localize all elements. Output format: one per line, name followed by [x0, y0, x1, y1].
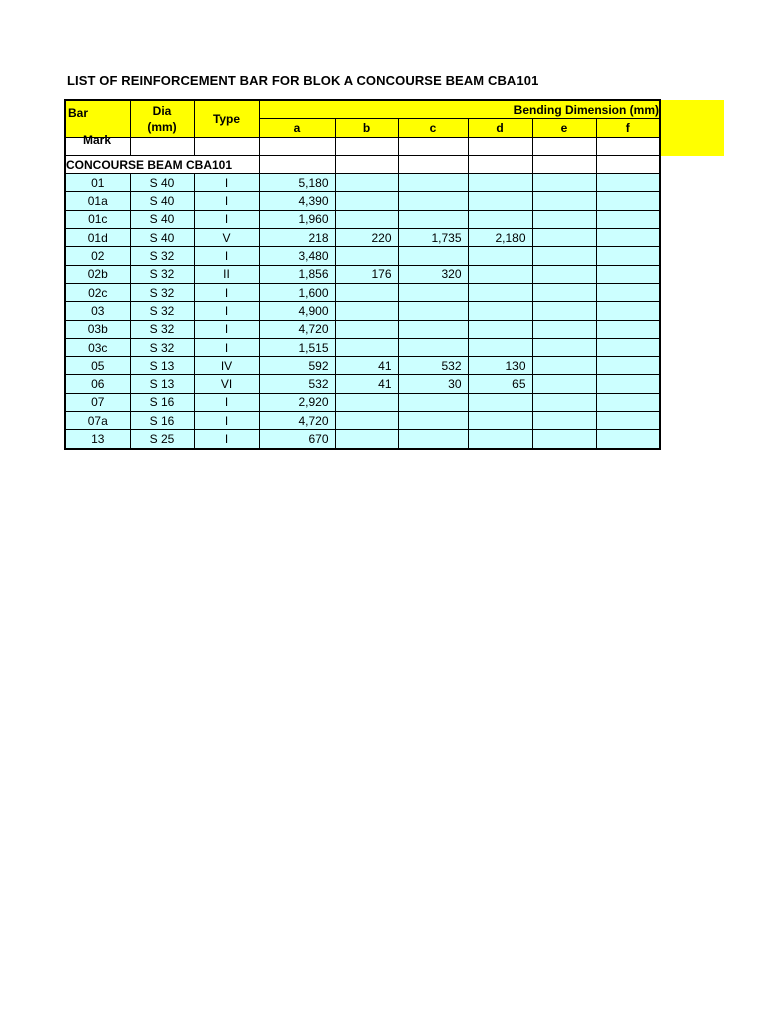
dim-d-cell: [468, 265, 532, 283]
dim-e-cell: [532, 393, 596, 411]
type-cell: I: [194, 302, 259, 320]
blank-cell: [532, 137, 596, 155]
blank-cell: [259, 137, 335, 155]
dia-cell: S 32: [130, 265, 194, 283]
dim-a-cell: 4,900: [259, 302, 335, 320]
dim-e-cell: [532, 338, 596, 356]
dim-b-cell: [335, 210, 398, 228]
blank-cell: [596, 155, 660, 173]
dim-c-cell: 30: [398, 375, 468, 393]
dim-d-cell: 65: [468, 375, 532, 393]
section-row: [65, 155, 660, 173]
table-row: [65, 412, 660, 430]
bar-mark-header-line2: Mark: [83, 133, 112, 147]
table-row: [65, 174, 660, 192]
dim-d-cell: [468, 247, 532, 265]
type-cell: I: [194, 430, 259, 449]
bar-mark-cell: 05: [65, 357, 130, 375]
dim-a-cell: 3,480: [259, 247, 335, 265]
dim-f-cell: [596, 192, 660, 210]
dim-a-cell: 218: [259, 229, 335, 247]
reinforcement-bar-table: [64, 99, 661, 450]
dim-c-cell: [398, 302, 468, 320]
dim-d-cell: 2,180: [468, 229, 532, 247]
dim-a-cell: 1,856: [259, 265, 335, 283]
bar-mark-header: [65, 100, 130, 147]
dim-e-cell: [532, 357, 596, 375]
dim-c-cell: [398, 210, 468, 228]
bar-mark-cell: 01d: [65, 229, 130, 247]
dim-c-cell: 532: [398, 357, 468, 375]
type-cell: I: [194, 320, 259, 338]
dia-cell: S 32: [130, 247, 194, 265]
dim-b-cell: [335, 192, 398, 210]
type-cell: I: [194, 338, 259, 356]
dim-f-cell: [596, 174, 660, 192]
dim-b-cell: [335, 302, 398, 320]
type-cell: II: [194, 265, 259, 283]
dia-header: [130, 100, 194, 137]
dim-e-cell: [532, 320, 596, 338]
dim-c-cell: [398, 192, 468, 210]
bar-mark-cell: 03: [65, 302, 130, 320]
dim-c-cell: [398, 393, 468, 411]
type-cell: IV: [194, 357, 259, 375]
dim-c-cell: [398, 174, 468, 192]
dia-cell: S 16: [130, 412, 194, 430]
dim-b-cell: 41: [335, 357, 398, 375]
dia-cell: S 32: [130, 320, 194, 338]
dim-e-cell: [532, 174, 596, 192]
bar-mark-cell: 02c: [65, 283, 130, 301]
dim-b-cell: [335, 247, 398, 265]
blank-cell: [468, 137, 532, 155]
table-row: [65, 393, 660, 411]
dim-f-cell: [596, 283, 660, 301]
dim-b-cell: [335, 412, 398, 430]
table-row: [65, 265, 660, 283]
dim-c-cell: 1,735: [398, 229, 468, 247]
dim-f-cell: [596, 393, 660, 411]
dia-cell: S 40: [130, 192, 194, 210]
dim-e-cell: [532, 229, 596, 247]
dim-f-cell: [596, 247, 660, 265]
table-row: [65, 229, 660, 247]
bar-mark-cell: 02b: [65, 265, 130, 283]
dim-a-cell: 670: [259, 430, 335, 449]
dim-b-cell: [335, 174, 398, 192]
dim-f-cell: [596, 430, 660, 449]
type-cell: I: [194, 174, 259, 192]
section-title: CONCOURSE BEAM CBA101: [65, 155, 259, 173]
dia-cell: S 32: [130, 283, 194, 301]
dim-b-cell: [335, 393, 398, 411]
bar-mark-cell: 07a: [65, 412, 130, 430]
dia-cell: S 16: [130, 393, 194, 411]
dim-f-cell: [596, 210, 660, 228]
header-row-1: [65, 100, 660, 119]
dim-d-cell: [468, 192, 532, 210]
dim-a-cell: 2,920: [259, 393, 335, 411]
bending-dimension-header: Bending Dimension (mm): [259, 100, 660, 119]
dim-d-cell: [468, 210, 532, 228]
dim-e-cell: [532, 375, 596, 393]
dim-c-cell: [398, 283, 468, 301]
blank-cell: [335, 155, 398, 173]
dim-b-cell: [335, 320, 398, 338]
type-cell: I: [194, 393, 259, 411]
dia-cell: S 25: [130, 430, 194, 449]
dia-cell: S 40: [130, 210, 194, 228]
dim-b-cell: [335, 430, 398, 449]
dim-a-cell: 5,180: [259, 174, 335, 192]
type-cell: I: [194, 247, 259, 265]
table-row: [65, 430, 660, 449]
bar-mark-cell: 07: [65, 393, 130, 411]
table-row: [65, 210, 660, 228]
dim-f-cell: [596, 375, 660, 393]
dim-e-cell: [532, 430, 596, 449]
dim-e-cell: [532, 265, 596, 283]
dim-d-cell: [468, 412, 532, 430]
dim-f-cell: [596, 357, 660, 375]
bar-mark-cell: 06: [65, 375, 130, 393]
dim-f-cell: [596, 302, 660, 320]
dim-d-cell: [468, 430, 532, 449]
dim-d-cell: [468, 302, 532, 320]
type-cell: V: [194, 229, 259, 247]
dim-a-cell: 1,600: [259, 283, 335, 301]
dia-cell: S 13: [130, 375, 194, 393]
dim-e-cell: [532, 283, 596, 301]
table-row: [65, 320, 660, 338]
table-row: [65, 338, 660, 356]
dim-a-cell: 4,720: [259, 320, 335, 338]
table-row: [65, 375, 660, 393]
bar-mark-cell: 13: [65, 430, 130, 449]
dim-a-cell: 592: [259, 357, 335, 375]
dim-b-cell: [335, 338, 398, 356]
dim-d-cell: [468, 338, 532, 356]
dia-cell: S 32: [130, 338, 194, 356]
dim-e-cell: [532, 192, 596, 210]
blank-cell: [532, 155, 596, 173]
dim-c-cell: [398, 412, 468, 430]
dim-e-cell: [532, 210, 596, 228]
blank-row: [65, 137, 660, 155]
dim-d-cell: [468, 174, 532, 192]
dim-f-header: f: [596, 119, 660, 137]
dim-f-cell: [596, 412, 660, 430]
dim-c-header: c: [398, 119, 468, 137]
dim-d-cell: [468, 393, 532, 411]
dia-cell: S 13: [130, 357, 194, 375]
bar-mark-cell: 03b: [65, 320, 130, 338]
dim-e-header: e: [532, 119, 596, 137]
dim-a-cell: 1,960: [259, 210, 335, 228]
dim-a-cell: 1,515: [259, 338, 335, 356]
dim-c-cell: [398, 247, 468, 265]
table-row: [65, 283, 660, 301]
table-row: [65, 247, 660, 265]
dim-f-cell: [596, 338, 660, 356]
dim-e-cell: [532, 302, 596, 320]
dim-c-cell: 320: [398, 265, 468, 283]
bar-mark-header-line1: Bar: [68, 106, 89, 120]
dim-e-cell: [532, 412, 596, 430]
bar-mark-cell: 01a: [65, 192, 130, 210]
dim-b-header: b: [335, 119, 398, 137]
page-title: LIST OF REINFORCEMENT BAR FOR BLOK A CONCOURSE BEAM CBA101: [67, 73, 539, 88]
dim-c-cell: [398, 320, 468, 338]
dim-d-cell: [468, 283, 532, 301]
dim-b-cell: 41: [335, 375, 398, 393]
dia-cell: S 32: [130, 302, 194, 320]
blank-cell: [596, 137, 660, 155]
blank-cell: [194, 137, 259, 155]
dim-d-cell: 130: [468, 357, 532, 375]
bar-mark-cell: 02: [65, 247, 130, 265]
dia-header-line2: (mm): [147, 119, 177, 134]
dim-f-cell: [596, 229, 660, 247]
dim-a-cell: 4,390: [259, 192, 335, 210]
dim-e-cell: [532, 247, 596, 265]
dim-a-header: a: [259, 119, 335, 137]
dia-cell: S 40: [130, 229, 194, 247]
dim-b-cell: 176: [335, 265, 398, 283]
dim-c-cell: [398, 430, 468, 449]
type-cell: VI: [194, 375, 259, 393]
blank-cell: [398, 137, 468, 155]
bar-mark-cell: 01: [65, 174, 130, 192]
table-row: [65, 192, 660, 210]
dim-f-cell: [596, 265, 660, 283]
dim-f-cell: [596, 320, 660, 338]
dim-a-cell: 4,720: [259, 412, 335, 430]
table-row: [65, 357, 660, 375]
bar-mark-cell: 01c: [65, 210, 130, 228]
blank-cell: [130, 137, 194, 155]
dim-d-header: d: [468, 119, 532, 137]
dia-cell: S 40: [130, 174, 194, 192]
dia-header-line1: Dia: [152, 103, 172, 118]
dim-c-cell: [398, 338, 468, 356]
type-cell: I: [194, 412, 259, 430]
blank-cell: [398, 155, 468, 173]
dim-b-cell: 220: [335, 229, 398, 247]
blank-cell: [259, 155, 335, 173]
dim-b-cell: [335, 283, 398, 301]
bar-mark-cell: 03c: [65, 338, 130, 356]
blank-cell: [335, 137, 398, 155]
header-fill-extension: [659, 100, 724, 156]
blank-cell: [468, 155, 532, 173]
type-cell: I: [194, 210, 259, 228]
dim-a-cell: 532: [259, 375, 335, 393]
type-header: Type: [194, 100, 259, 137]
type-cell: I: [194, 283, 259, 301]
dim-d-cell: [468, 320, 532, 338]
type-cell: I: [194, 192, 259, 210]
table-row: [65, 302, 660, 320]
